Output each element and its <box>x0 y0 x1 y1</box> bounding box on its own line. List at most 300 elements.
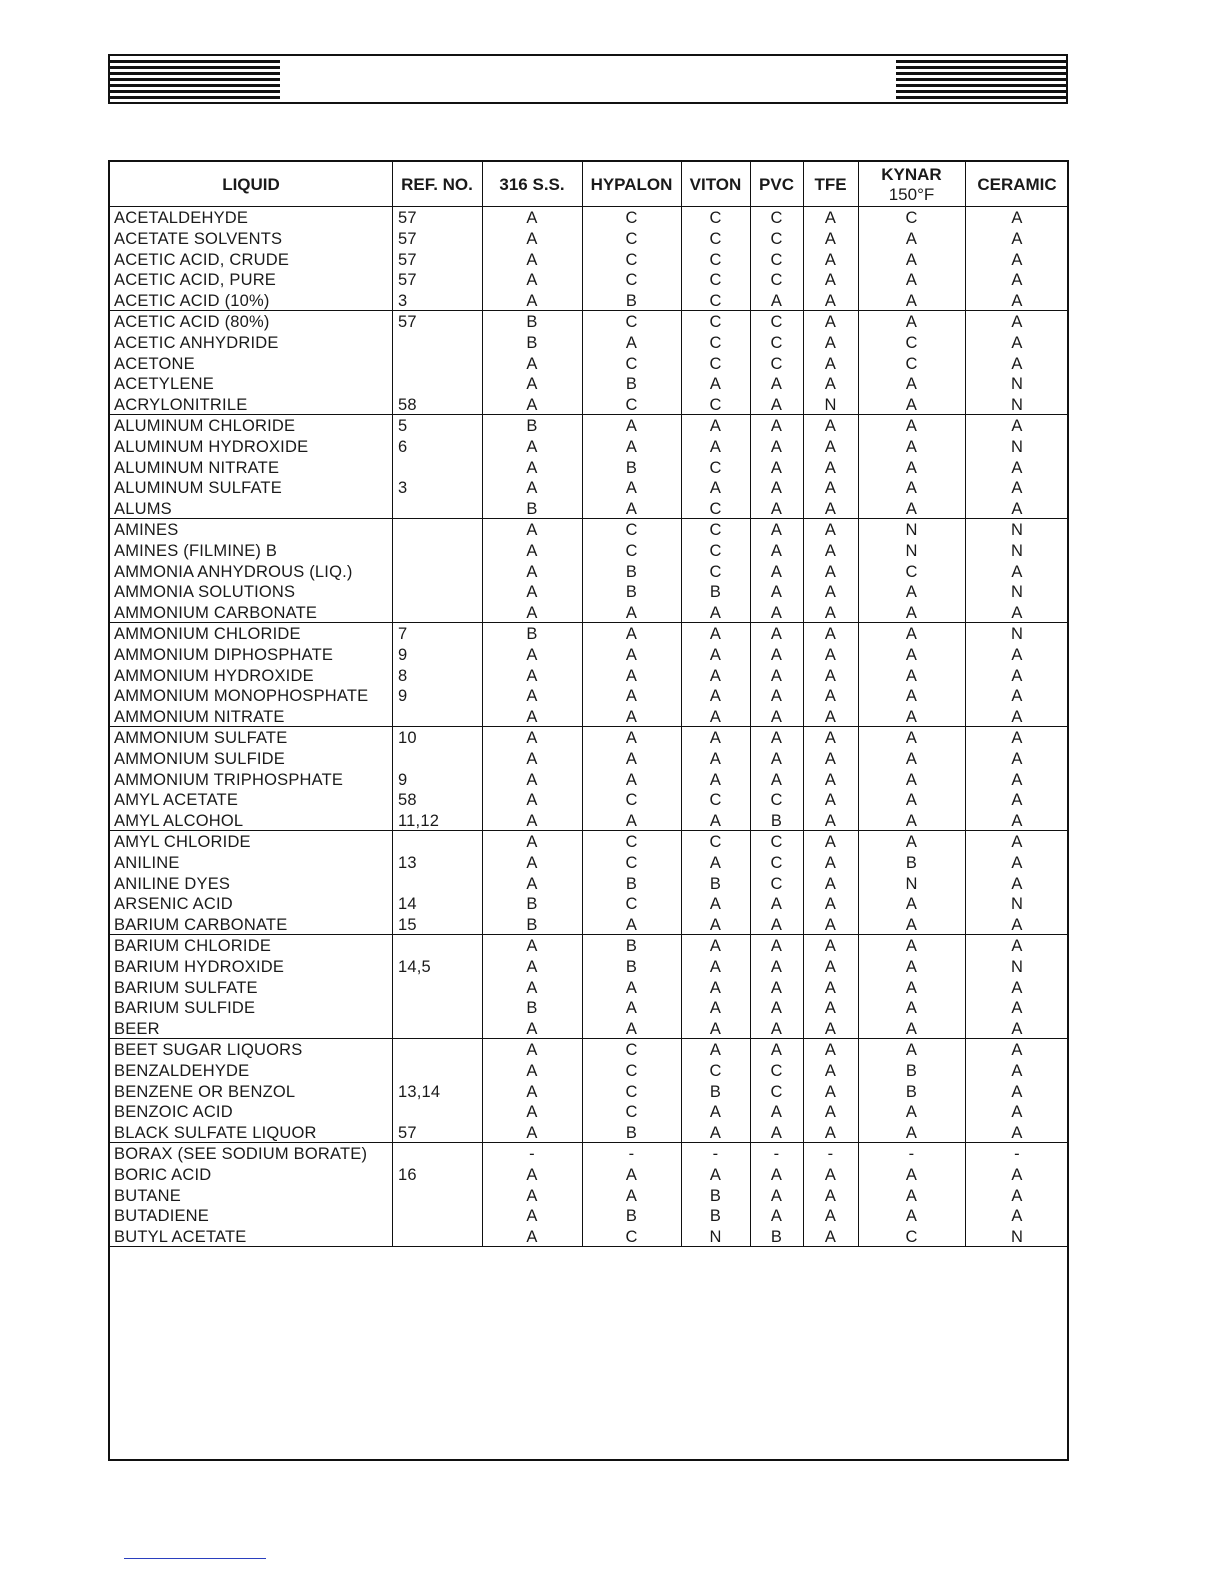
cell-tfe: A <box>824 1103 837 1122</box>
cell-tfe: A <box>824 1020 837 1039</box>
cell-hypalon: C <box>625 521 638 539</box>
cell-ref-no: 57 <box>398 271 417 290</box>
cell-hypalon: C <box>625 1041 638 1059</box>
cell-pvc: A <box>770 749 783 768</box>
table-row <box>110 727 1067 748</box>
cell-ceramic: A <box>1011 1103 1023 1122</box>
cell-ceramic: A <box>1011 333 1023 352</box>
cell-kynar: A <box>905 1041 918 1059</box>
cell-liquid: BLACK SULFATE LIQUOR <box>114 1124 317 1143</box>
table-row <box>110 290 1067 311</box>
cell-tfe: A <box>824 458 837 477</box>
cell-hypalon: A <box>625 437 638 456</box>
cell-kynar: A <box>905 708 918 727</box>
cell-viton: A <box>709 1165 722 1184</box>
table-row <box>110 685 1067 706</box>
cell-liquid: ACETALDEHYDE <box>114 209 249 227</box>
cell-kynar: C <box>905 209 918 227</box>
cell-316ss: A <box>526 541 538 560</box>
cell-hypalon: C <box>625 853 638 872</box>
cell-316ss: A <box>526 458 538 477</box>
cell-316ss: B <box>526 500 538 519</box>
cell-ceramic: A <box>1011 749 1023 768</box>
cell-pvc: A <box>770 1124 783 1143</box>
cell-ref-no <box>398 1205 478 1226</box>
table-row <box>110 1081 1067 1102</box>
header-tfe: TFE <box>814 174 847 194</box>
cell-pvc: A <box>770 1207 783 1226</box>
cell-tfe: A <box>824 666 837 685</box>
cell-liquid: AMMONIUM TRIPHOSPHATE <box>114 770 344 789</box>
cell-ceramic: A <box>1011 1207 1023 1226</box>
table-row <box>110 1143 1067 1164</box>
cell-hypalon: B <box>625 375 638 394</box>
cell-316ss: - <box>529 1145 535 1163</box>
cell-316ss: A <box>526 749 538 768</box>
cell-tfe: A <box>824 791 837 810</box>
table-row <box>110 852 1067 873</box>
header-band <box>108 54 1068 104</box>
cell-tfe: A <box>824 957 837 976</box>
cell-316ss: A <box>526 1061 538 1080</box>
cell-316ss: A <box>526 562 538 581</box>
cell-kynar: A <box>905 1186 918 1205</box>
cell-pvc: A <box>770 375 783 394</box>
cell-ref-no <box>398 1226 478 1247</box>
cell-liquid: BUTADIENE <box>114 1207 210 1226</box>
cell-316ss: B <box>526 999 538 1018</box>
cell-pvc: A <box>770 645 783 664</box>
cell-ceramic: A <box>1011 1020 1023 1039</box>
cell-hypalon: A <box>625 666 638 685</box>
cell-tfe: A <box>824 895 837 914</box>
header-hypalon: HYPALON <box>590 174 673 194</box>
cell-pvc: C <box>770 833 783 851</box>
cell-316ss: A <box>526 729 538 747</box>
cell-viton: C <box>709 271 722 290</box>
cell-pvc: C <box>770 333 783 352</box>
table-row <box>110 269 1067 290</box>
cell-tfe: A <box>824 604 837 623</box>
cell-kynar: A <box>905 645 918 664</box>
table-row <box>110 457 1067 478</box>
cell-pvc: A <box>770 292 783 311</box>
cell-kynar: A <box>905 937 918 955</box>
cell-kynar: A <box>905 749 918 768</box>
cell-viton: A <box>709 1124 722 1143</box>
cell-ceramic: A <box>1011 604 1023 623</box>
cell-liquid: ALUMINUM NITRATE <box>114 458 280 477</box>
table-row <box>110 935 1067 956</box>
cell-kynar: A <box>905 250 918 269</box>
cell-kynar: A <box>905 1124 918 1143</box>
cell-tfe: - <box>827 1145 834 1163</box>
table-row <box>110 477 1067 498</box>
cell-kynar: A <box>905 604 918 623</box>
cell-hypalon: C <box>625 1228 638 1247</box>
cell-hypalon: C <box>625 895 638 914</box>
cell-liquid: AMYL CHLORIDE <box>114 833 251 851</box>
cell-tfe: A <box>824 937 837 955</box>
cell-tfe: A <box>824 500 837 519</box>
cell-pvc: A <box>770 687 783 706</box>
cell-liquid: BEER <box>114 1020 160 1039</box>
cell-viton: A <box>709 417 722 435</box>
cell-hypalon: C <box>625 209 638 227</box>
cell-hypalon: A <box>625 333 638 352</box>
cell-viton: C <box>709 500 722 519</box>
cell-viton: A <box>709 729 722 747</box>
row-group <box>110 415 1067 519</box>
cell-pvc: C <box>770 791 783 810</box>
cell-tfe: A <box>824 916 837 935</box>
cell-liquid: BARIUM HYDROXIDE <box>114 957 285 976</box>
table-row <box>110 332 1067 353</box>
cell-tfe: A <box>824 1165 837 1184</box>
cell-316ss: A <box>526 209 538 227</box>
cell-liquid: AMINES <box>114 521 179 539</box>
cell-316ss: A <box>526 812 538 831</box>
cell-kynar: A <box>905 687 918 706</box>
cell-316ss: A <box>526 645 538 664</box>
table-row <box>110 249 1067 270</box>
cell-viton: C <box>709 396 722 415</box>
cell-kynar: A <box>905 1165 918 1184</box>
cell-liquid: AMMONIUM CHLORIDE <box>114 625 301 643</box>
cell-316ss: B <box>526 417 538 435</box>
cell-viton: C <box>709 541 722 560</box>
cell-316ss: A <box>526 479 538 498</box>
cell-pvc: A <box>770 458 783 477</box>
cell-viton: C <box>709 458 722 477</box>
cell-kynar: A <box>905 1020 918 1039</box>
cell-hypalon: B <box>625 583 638 602</box>
cell-hypalon: B <box>625 562 638 581</box>
cell-hypalon: B <box>625 1207 638 1226</box>
cell-ceramic: A <box>1011 770 1023 789</box>
cell-liquid: BORIC ACID <box>114 1165 212 1184</box>
header-ref-no: REF. NO. <box>401 174 473 194</box>
cell-kynar: C <box>905 333 918 352</box>
cell-pvc: A <box>770 604 783 623</box>
cell-pvc: C <box>770 229 783 248</box>
cell-hypalon: C <box>625 229 638 248</box>
cell-316ss: A <box>526 250 538 269</box>
cell-liquid: BUTYL ACETATE <box>114 1228 247 1247</box>
cell-tfe: A <box>824 1061 837 1080</box>
cell-hypalon: B <box>625 1124 638 1143</box>
cell-kynar: A <box>905 375 918 394</box>
cell-tfe: A <box>824 999 837 1018</box>
cell-liquid: ALUMS <box>114 500 172 519</box>
cell-tfe: A <box>824 812 837 831</box>
cell-liquid: AMMONIUM SULFIDE <box>114 749 285 768</box>
cell-ceramic: A <box>1011 458 1023 477</box>
cell-pvc: B <box>770 1228 783 1247</box>
cell-liquid: ALUMINUM HYDROXIDE <box>114 437 309 456</box>
cell-liquid: BEET SUGAR LIQUORS <box>114 1041 303 1059</box>
cell-viton: A <box>709 1020 722 1039</box>
cell-316ss: A <box>526 292 538 311</box>
cell-kynar: A <box>905 229 918 248</box>
table-row <box>110 353 1067 374</box>
cell-viton: A <box>709 479 722 498</box>
table-row <box>110 581 1067 602</box>
cell-pvc: A <box>770 978 783 997</box>
chemical-compatibility-table <box>108 160 1069 1461</box>
cell-viton: C <box>709 333 722 352</box>
cell-viton: N <box>709 1228 722 1247</box>
cell-viton: C <box>709 292 722 311</box>
cell-ceramic: A <box>1011 209 1023 227</box>
cell-ceramic: A <box>1011 562 1023 581</box>
table-row <box>110 519 1067 540</box>
cell-viton: A <box>709 957 722 976</box>
cell-316ss: A <box>526 1228 538 1247</box>
cell-liquid: AMMONIUM MONOPHOSPHATE <box>114 687 369 706</box>
cell-hypalon: B <box>625 957 638 976</box>
cell-316ss: B <box>526 895 538 914</box>
cell-liquid: AMMONIUM DIPHOSPHATE <box>114 645 334 664</box>
row-group <box>110 311 1067 415</box>
cell-hypalon: C <box>625 833 638 851</box>
cell-ceramic: N <box>1010 625 1024 643</box>
cell-pvc: C <box>770 874 783 893</box>
cell-viton: A <box>709 853 722 872</box>
cell-tfe: A <box>824 1041 837 1059</box>
cell-liquid: AMMONIUM CARBONATE <box>114 604 318 623</box>
cell-viton: - <box>712 1145 719 1163</box>
cell-kynar: A <box>905 292 918 311</box>
cell-tfe: A <box>824 375 837 394</box>
cell-kynar: A <box>905 500 918 519</box>
cell-viton: B <box>709 1207 722 1226</box>
cell-tfe: A <box>824 271 837 290</box>
table-row <box>110 540 1067 561</box>
cell-kynar: A <box>905 625 918 643</box>
cell-316ss: A <box>526 1207 538 1226</box>
cell-ref-no <box>398 1101 478 1122</box>
table-row <box>110 1226 1067 1247</box>
table-row <box>110 1018 1067 1039</box>
table-row <box>110 789 1067 810</box>
cell-hypalon: A <box>625 916 638 935</box>
cell-liquid: ACETIC ACID (80%) <box>114 313 270 331</box>
table-row <box>110 810 1067 831</box>
table-row <box>110 207 1067 228</box>
cell-316ss: A <box>526 271 538 290</box>
cell-hypalon: C <box>625 791 638 810</box>
cell-pvc: A <box>770 1186 783 1205</box>
cell-pvc: - <box>773 1145 780 1163</box>
cell-pvc: A <box>770 437 783 456</box>
cell-ref-no: 57 <box>398 313 417 331</box>
cell-ceramic: N <box>1010 541 1024 560</box>
cell-hypalon: B <box>625 874 638 893</box>
cell-ceramic: A <box>1011 250 1023 269</box>
cell-hypalon: A <box>625 645 638 664</box>
cell-viton: C <box>709 833 722 851</box>
cell-viton: C <box>709 209 722 227</box>
cell-kynar: A <box>905 791 918 810</box>
cell-ref-no: 6 <box>398 437 408 456</box>
cell-tfe: A <box>824 1082 837 1101</box>
cell-hypalon: C <box>625 1103 638 1122</box>
cell-316ss: A <box>526 1124 538 1143</box>
table-row <box>110 914 1067 935</box>
cell-ceramic: A <box>1011 313 1023 331</box>
table-row <box>110 831 1067 852</box>
cell-ceramic: A <box>1011 729 1023 747</box>
cell-kynar: A <box>905 770 918 789</box>
table-row <box>110 1101 1067 1122</box>
cell-viton: A <box>709 749 722 768</box>
cell-pvc: A <box>770 625 783 643</box>
table-row <box>110 1185 1067 1206</box>
cell-tfe: N <box>824 396 837 415</box>
cell-tfe: A <box>824 645 837 664</box>
cell-ref-no <box>398 457 478 478</box>
cell-316ss: A <box>526 708 538 727</box>
cell-kynar: C <box>905 354 918 373</box>
table-row <box>110 1205 1067 1226</box>
row-group <box>110 519 1067 623</box>
cell-kynar: A <box>905 417 918 435</box>
cell-tfe: A <box>824 770 837 789</box>
cell-kynar: C <box>905 1228 918 1247</box>
table-row <box>110 623 1067 644</box>
cell-hypalon: A <box>625 1186 638 1205</box>
table-row <box>110 1122 1067 1143</box>
cell-pvc: A <box>770 541 783 560</box>
cell-ceramic: N <box>1010 375 1024 394</box>
cell-kynar: A <box>905 479 918 498</box>
cell-kynar: A <box>905 833 918 851</box>
cell-tfe: A <box>824 853 837 872</box>
table-row <box>110 1039 1067 1060</box>
header-kynar-line1: KYNAR <box>881 164 942 184</box>
cell-liquid: AMYL ALCOHOL <box>114 812 244 831</box>
cell-316ss: A <box>526 1165 538 1184</box>
cell-ref-no: 58 <box>398 396 417 415</box>
table-row <box>110 665 1067 686</box>
cell-pvc: A <box>770 729 783 747</box>
cell-tfe: A <box>824 292 837 311</box>
table-row <box>110 311 1067 332</box>
cell-hypalon: B <box>625 458 638 477</box>
cell-ceramic: A <box>1011 1061 1023 1080</box>
cell-ceramic: A <box>1011 812 1023 831</box>
table-header <box>110 162 1067 207</box>
table-row <box>110 873 1067 894</box>
cell-kynar: A <box>905 1103 918 1122</box>
cell-liquid: ALUMINUM SULFATE <box>114 479 282 498</box>
cell-hypalon: A <box>625 479 638 498</box>
cell-ref-no: 58 <box>398 791 417 810</box>
cell-316ss: A <box>526 978 538 997</box>
cell-viton: A <box>709 1041 722 1059</box>
cell-316ss: B <box>526 313 538 331</box>
cell-pvc: A <box>770 417 783 435</box>
cell-tfe: A <box>824 562 837 581</box>
footer-rule <box>124 1558 266 1559</box>
cell-pvc: A <box>770 916 783 935</box>
cell-liquid: AMMONIA SOLUTIONS <box>114 583 296 602</box>
cell-hypalon: C <box>625 354 638 373</box>
cell-kynar: A <box>905 1207 918 1226</box>
cell-kynar: A <box>905 396 918 415</box>
cell-316ss: A <box>526 354 538 373</box>
table-row <box>110 1164 1067 1185</box>
cell-pvc: A <box>770 957 783 976</box>
cell-pvc: A <box>770 1041 783 1059</box>
cell-pvc: A <box>770 895 783 914</box>
cell-viton: C <box>709 521 722 539</box>
cell-liquid: ALUMINUM CHLORIDE <box>114 417 296 435</box>
cell-ceramic: N <box>1010 957 1024 976</box>
cell-ceramic: A <box>1011 1186 1023 1205</box>
cell-hypalon: C <box>625 541 638 560</box>
cell-ceramic: A <box>1011 354 1023 373</box>
cell-kynar: A <box>905 978 918 997</box>
cell-kynar: A <box>905 812 918 831</box>
cell-liquid: BENZENE OR BENZOL <box>114 1082 296 1101</box>
cell-hypalon: A <box>625 1165 638 1184</box>
cell-ref-no <box>398 748 478 769</box>
cell-316ss: B <box>526 333 538 352</box>
cell-kynar: B <box>905 1061 918 1080</box>
cell-tfe: A <box>824 354 837 373</box>
cell-ref-no <box>398 540 478 561</box>
cell-kynar: A <box>905 583 918 602</box>
cell-kynar: A <box>905 271 918 290</box>
header-stripes-left <box>110 60 280 102</box>
cell-ceramic: A <box>1011 229 1023 248</box>
cell-hypalon: A <box>625 729 638 747</box>
cell-hypalon: B <box>625 292 638 311</box>
cell-ref-no <box>398 1143 478 1164</box>
cell-pvc: C <box>770 313 783 331</box>
cell-viton: B <box>709 583 722 602</box>
table-row <box>110 561 1067 582</box>
cell-pvc: A <box>770 708 783 727</box>
cell-ref-no: 5 <box>398 417 408 435</box>
cell-hypalon: A <box>625 978 638 997</box>
table-row <box>110 644 1067 665</box>
cell-viton: A <box>709 978 722 997</box>
row-group <box>110 831 1067 935</box>
table-row <box>110 394 1067 415</box>
cell-pvc: A <box>770 521 783 539</box>
cell-kynar: A <box>905 957 918 976</box>
cell-tfe: A <box>824 417 837 435</box>
cell-liquid: BARIUM CHLORIDE <box>114 937 272 955</box>
cell-hypalon: A <box>625 770 638 789</box>
cell-tfe: A <box>824 1124 837 1143</box>
cell-pvc: A <box>770 666 783 685</box>
table-row <box>110 893 1067 914</box>
cell-tfe: A <box>824 479 837 498</box>
cell-ref-no: 7 <box>398 625 408 643</box>
cell-viton: A <box>709 375 722 394</box>
cell-ceramic: A <box>1011 1082 1023 1101</box>
header-kynar-line2: 150°F <box>888 184 935 204</box>
cell-316ss: A <box>526 833 538 851</box>
cell-liquid: BENZALDEHYDE <box>114 1061 250 1080</box>
cell-tfe: A <box>824 333 837 352</box>
cell-hypalon: A <box>625 500 638 519</box>
cell-ref-no: 14,5 <box>398 957 431 976</box>
